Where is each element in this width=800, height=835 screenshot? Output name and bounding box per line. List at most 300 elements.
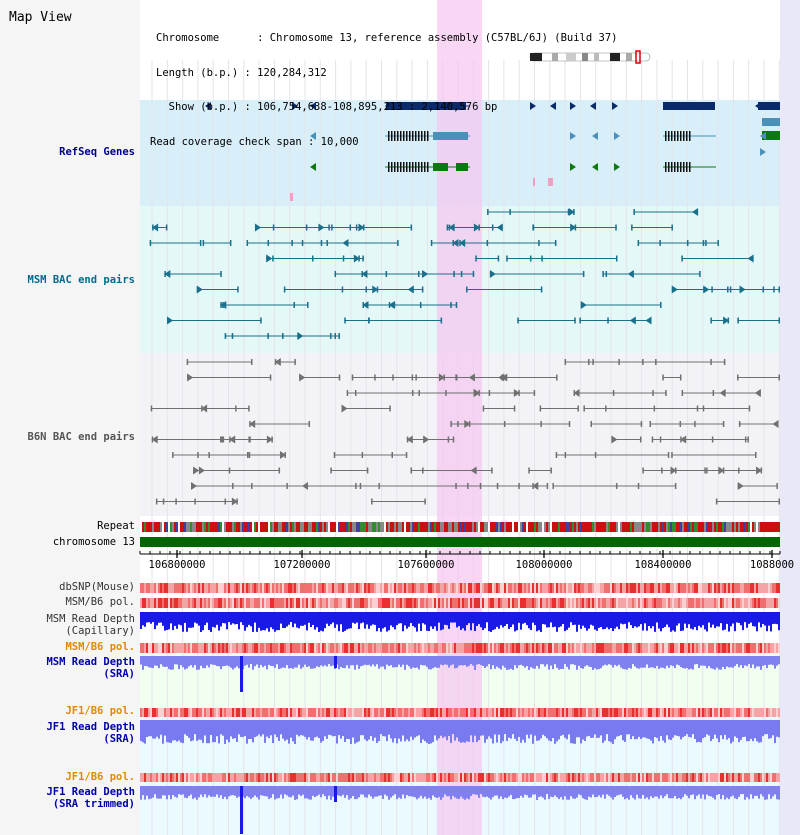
msm-b6-pol-strip (152, 598, 154, 608)
jf1-b6-pol-strip-2 (326, 773, 328, 782)
jf1-depth-trim-bar (628, 786, 630, 800)
jf1-b6-pol-strip-2 (316, 773, 318, 782)
track-label-refseq[interactable]: RefSeq Genes (59, 146, 135, 158)
jf1-b6-pol-strip-2 (330, 773, 332, 782)
jf1-depth-trim-bar (610, 786, 612, 797)
msm-depth-sra-bar (268, 656, 270, 665)
msm-b6-pol-strip (572, 598, 574, 608)
jf1-depth-sra-bar (230, 720, 232, 736)
msm-b6-pol-strip-2 (576, 643, 578, 653)
msm-b6-pol-strip-2 (270, 643, 272, 653)
msm-b6-pol-strip (564, 598, 566, 608)
jf1-depth-sra-bar (220, 720, 222, 734)
msm-bac-pair-end (273, 225, 275, 231)
jf1-b6-pol-strip (662, 708, 664, 717)
jf1-b6-pol-strip-2 (348, 773, 350, 782)
dbsnp-strip (396, 583, 398, 593)
msm-depth-cap-bar (206, 612, 208, 623)
repeat-segment (568, 522, 570, 532)
msm-depth-sra-bar (380, 656, 382, 667)
dbsnp-strip (310, 583, 312, 593)
b6n-bac-pair-end (682, 390, 684, 396)
repeat-segment (602, 522, 604, 532)
msm-depth-sra-bar (210, 656, 212, 664)
jf1-depth-trim-bar (592, 786, 594, 795)
jf1-depth-sra-bar (330, 720, 332, 735)
jf1-depth-sra-bar (710, 720, 712, 741)
msm-b6-pol-strip-2 (228, 643, 230, 653)
b6n-bac-pair-end (412, 390, 414, 396)
jf1-b6-pol-strip-2 (288, 773, 290, 782)
jf1-b6-pol-strip (778, 708, 780, 717)
msm-b6-pol-strip-2 (282, 643, 284, 653)
dbsnp-strip (658, 583, 660, 593)
msm-b6-pol-strip (666, 598, 668, 608)
b6n-bac-pair-end (540, 406, 542, 412)
msm-b6-pol-strip-2 (212, 643, 214, 653)
jf1-depth-trim-bar (258, 786, 260, 800)
msm-depth-cap-bar (694, 612, 696, 627)
msm-depth-cap-bar (666, 612, 668, 625)
jf1-depth-trim-bar (664, 786, 666, 796)
msm-b6-pol-strip-2 (422, 643, 424, 653)
msm-depth-cap-bar (502, 612, 504, 627)
track-label-msm-b6-pol-1[interactable]: MSM/B6 pol. (65, 596, 135, 608)
jf1-b6-pol-strip (774, 708, 776, 717)
jf1-depth-sra-bar (744, 720, 746, 737)
jf1-b6-pol-strip-2 (598, 773, 600, 782)
repeat-segment (484, 522, 486, 532)
msm-depth-sra-bar (758, 656, 760, 666)
jf1-b6-pol-strip (630, 708, 632, 717)
msm-depth-cap-bar (212, 612, 214, 627)
track-label-dbsnp[interactable]: dbSNP(Mouse) (59, 581, 135, 593)
msm-depth-cap-bar (256, 612, 258, 632)
repeat-segment (222, 522, 224, 532)
msm-b6-pol-strip-2 (150, 643, 152, 653)
dbsnp-strip (536, 583, 538, 593)
dbsnp-strip (684, 583, 686, 593)
repeat-segment (434, 522, 436, 532)
msm-depth-cap-bar (190, 612, 192, 628)
dbsnp-strip (588, 583, 590, 593)
repeat-segment (424, 522, 426, 532)
repeat-segment (402, 522, 404, 532)
jf1-depth-trim-bar (426, 786, 428, 799)
jf1-b6-pol-strip (642, 708, 644, 717)
msm-b6-pol-strip (440, 598, 442, 608)
track-label-msm-depth-cap[interactable]: MSM Read Depth (46, 613, 135, 625)
jf1-b6-pol-strip-2 (168, 773, 170, 782)
repeat-segment (676, 522, 678, 532)
jf1-b6-pol-strip-2 (642, 773, 644, 782)
repeat-segment (696, 522, 698, 532)
msm-b6-pol-strip (668, 598, 670, 608)
dbsnp-strip (480, 583, 482, 593)
dbsnp-strip (498, 583, 500, 593)
repeat-segment (514, 522, 516, 532)
jf1-b6-pol-strip-2 (258, 773, 260, 782)
repeat-segment (156, 522, 158, 532)
jf1-depth-sra-bar (326, 720, 328, 739)
jf1-depth-trim-bar (152, 786, 154, 798)
jf1-depth-trim-bar (340, 786, 342, 796)
msm-b6-pol-strip (580, 598, 582, 608)
jf1-depth-trim-bar (536, 786, 538, 800)
dbsnp-strip (366, 583, 368, 593)
b6n-bac-pair-end (225, 499, 227, 505)
axis-tick-label: 108000000 (515, 559, 573, 571)
msm-b6-pol-strip (644, 598, 646, 608)
msm-depth-cap-bar (320, 612, 322, 631)
jf1-b6-pol-strip-2 (252, 773, 254, 782)
msm-b6-pol-strip (778, 598, 780, 608)
jf1-b6-pol-strip (306, 708, 308, 717)
jf1-depth-sra-bar (760, 720, 762, 742)
msm-b6-pol-strip (578, 598, 580, 608)
b6n-bac-pair-end (374, 375, 376, 381)
msm-depth-sra-bar (364, 656, 366, 665)
dbsnp-strip (472, 583, 474, 593)
msm-b6-pol-strip-2 (462, 643, 464, 653)
repeat-segment (204, 522, 206, 532)
msm-depth-cap-bar (690, 612, 692, 629)
msm-b6-pol-strip (672, 598, 674, 608)
dbsnp-strip (702, 583, 704, 593)
jf1-b6-pol-strip-2 (230, 773, 232, 782)
jf1-b6-pol-strip (776, 708, 778, 717)
track-label-msm-bac[interactable]: MSM BAC end pairs (27, 274, 135, 286)
dbsnp-strip (322, 583, 324, 593)
jf1-depth-sra-bar (318, 720, 320, 738)
dbsnp-strip (748, 583, 750, 593)
jf1-b6-pol-strip (346, 708, 348, 717)
jf1-depth-trim-bar (686, 786, 688, 796)
msm-depth-sra-bar (744, 656, 746, 665)
jf1-b6-pol-strip (294, 708, 296, 717)
repeat-segment (536, 522, 538, 532)
repeat-segment (504, 522, 506, 532)
jf1-b6-pol-strip (710, 708, 712, 717)
jf1-b6-pol-strip-2 (772, 773, 774, 782)
jf1-b6-pol-strip-2 (564, 773, 566, 782)
repeat-segment (194, 522, 196, 532)
jf1-depth-trim-bar (306, 786, 308, 798)
msm-b6-pol-strip (274, 598, 276, 608)
jf1-depth-trim-bar (682, 786, 684, 797)
msm-depth-sra-bar (556, 656, 558, 668)
jf1-depth-sra-bar (276, 720, 278, 737)
track-label-msm-b6-pol-2[interactable]: MSM/B6 pol. (65, 641, 135, 653)
b6n-bac-pair-end (279, 468, 281, 474)
jf1-b6-pol-strip (186, 708, 188, 717)
jf1-b6-pol-strip-2 (662, 773, 664, 782)
msm-b6-pol-strip (466, 598, 468, 608)
jf1-depth-trim-bar (438, 786, 440, 797)
jf1-depth-trim-bar (294, 786, 296, 800)
dbsnp-strip (294, 583, 296, 593)
track-label-jf1-b6-pol-1[interactable]: JF1/B6 pol. (65, 705, 135, 717)
jf1-b6-pol-strip (252, 708, 254, 717)
msm-depth-cap-bar (638, 612, 640, 626)
msm-depth-sra-bar (736, 656, 738, 664)
dbsnp-strip (762, 583, 764, 593)
jf1-b6-pol-strip-2 (734, 773, 736, 782)
dbsnp-strip (342, 583, 344, 593)
msm-depth-sra-bar (280, 656, 282, 668)
track-label-repeat[interactable]: Repeat (97, 520, 135, 532)
jf1-b6-pol-strip (160, 708, 162, 717)
jf1-depth-sra-bar (650, 720, 652, 740)
jf1-depth-sra-bar (606, 720, 608, 734)
msm-b6-pol-strip-2 (676, 643, 678, 653)
jf1-b6-pol-strip (222, 708, 224, 717)
jf1-b6-pol-strip-2 (356, 773, 358, 782)
jf1-b6-pol-strip (424, 708, 426, 717)
dbsnp-strip (452, 583, 454, 593)
msm-depth-cap-bar (428, 612, 430, 631)
jf1-depth-sra-bar (166, 720, 168, 742)
repeat-segment (356, 522, 358, 532)
msm-depth-cap-bar (736, 612, 738, 622)
jf1-b6-pol-strip-2 (292, 773, 294, 782)
msm-b6-pol-strip (522, 598, 524, 608)
jf1-b6-pol-strip-2 (338, 773, 340, 782)
msm-depth-cap-bar (698, 612, 700, 626)
msm-depth-cap-bar (620, 612, 622, 624)
jf1-depth-trim-bar (198, 786, 200, 797)
jf1-depth-trim-bar (420, 786, 422, 796)
msm-depth-cap-bar (314, 612, 316, 630)
track-label-jf1-depth-sra[interactable]: JF1 Read Depth (46, 721, 135, 733)
msm-b6-pol-strip-2 (252, 643, 254, 653)
jf1-b6-pol-strip-2 (582, 773, 584, 782)
msm-depth-sra-bar (534, 656, 536, 669)
jf1-depth-trim-bar (528, 786, 530, 798)
dbsnp-strip (732, 583, 734, 593)
jf1-depth-trim-bar (522, 786, 524, 798)
msm-b6-pol-strip (718, 598, 720, 608)
msm-b6-pol-strip-2 (174, 643, 176, 653)
b6n-bac-pair-end (172, 452, 174, 458)
msm-depth-sra-bar (350, 656, 352, 665)
jf1-depth-trim-bar (496, 786, 498, 795)
track-label-jf1-depth-trim[interactable]: JF1 Read Depth (46, 786, 135, 798)
dbsnp-strip (760, 583, 762, 593)
jf1-depth-sra-bar (362, 720, 364, 735)
msm-depth-cap-bar (582, 612, 584, 626)
jf1-depth-sra-bar (236, 720, 238, 742)
dbsnp-strip (404, 583, 406, 593)
msm-depth-cap-bar (244, 612, 246, 631)
msm-b6-pol-strip (292, 598, 294, 608)
dbsnp-strip (166, 583, 168, 593)
repeat-segment (288, 522, 290, 532)
jf1-depth-trim-bar (462, 786, 464, 799)
msm-b6-pol-strip-2 (596, 643, 598, 653)
jf1-depth-trim-bar (322, 786, 324, 794)
msm-b6-pol-strip (510, 598, 512, 608)
jf1-b6-pol-strip-2 (750, 773, 752, 782)
msm-b6-pol-strip (392, 598, 394, 608)
jf1-b6-pol-strip-2 (676, 773, 678, 782)
msm-depth-cap-bar (730, 612, 732, 626)
msm-depth-cap-bar (360, 612, 362, 623)
b6n-bac-pair-end (352, 375, 354, 381)
msm-b6-pol-strip (216, 598, 218, 608)
jf1-b6-pol-strip (672, 708, 674, 717)
jf1-depth-trim-bar (756, 786, 758, 796)
msm-depth-sra-bar (536, 656, 538, 666)
track-label-msm-depth-sra[interactable]: MSM Read Depth (46, 656, 135, 668)
msm-b6-pol-strip-2 (746, 643, 748, 653)
b6n-bac-pair-end (330, 468, 332, 474)
msm-b6-pol-strip (200, 598, 202, 608)
repeat-segment (444, 522, 446, 532)
msm-depth-cap-bar (740, 612, 742, 625)
jf1-b6-pol-strip (758, 708, 760, 717)
msm-depth-cap-bar (504, 612, 506, 626)
dbsnp-strip (710, 583, 712, 593)
jf1-depth-trim-bar (246, 786, 248, 796)
msm-b6-pol-strip-2 (280, 643, 282, 653)
track-label-chromosome[interactable]: chromosome 13 (52, 536, 135, 548)
msm-depth-cap-bar (758, 612, 760, 622)
msm-depth-sra-bar (300, 656, 302, 669)
msm-depth-sra-bar (700, 656, 702, 666)
msm-b6-pol-strip-2 (446, 643, 448, 653)
msm-b6-pol-strip (468, 598, 470, 608)
repeat-segment (234, 522, 236, 532)
jf1-depth-sra-bar (532, 720, 534, 744)
msm-b6-pol-strip-2 (418, 643, 420, 653)
msm-b6-pol-strip-2 (474, 643, 476, 653)
msm-b6-pol-strip (148, 598, 150, 608)
jf1-b6-pol-strip (708, 708, 710, 717)
jf1-depth-trim-bar (236, 786, 238, 798)
jf1-b6-pol-strip (234, 708, 236, 717)
msm-b6-pol-strip (252, 598, 254, 608)
repeat-segment (268, 522, 270, 532)
jf1-b6-pol-strip (312, 708, 314, 717)
jf1-depth-trim-bar (770, 786, 772, 799)
jf1-b6-pol-strip (496, 708, 498, 717)
jf1-depth-sra-bar (344, 720, 346, 742)
jf1-b6-pol-strip (342, 708, 344, 717)
msm-b6-pol-strip (560, 598, 562, 608)
jf1-depth-trim-bar (764, 786, 766, 800)
msm-depth-cap-bar (348, 612, 350, 629)
jf1-depth-trim-bar (716, 786, 718, 795)
dbsnp-strip (646, 583, 648, 593)
jf1-depth-sra-bar (602, 720, 604, 743)
jf1-depth-sra-bar (282, 720, 284, 739)
jf1-depth-trim-bar (224, 786, 226, 797)
dbsnp-strip (324, 583, 326, 593)
msm-depth-sra-bar (616, 656, 618, 666)
dbsnp-strip (424, 583, 426, 593)
jf1-b6-pol-strip-2 (452, 773, 454, 782)
msm-b6-pol-strip (288, 598, 290, 608)
jf1-b6-pol-strip-2 (592, 773, 594, 782)
jf1-b6-pol-strip (292, 708, 294, 717)
dbsnp-strip (706, 583, 708, 593)
jf1-b6-pol-strip-2 (266, 773, 268, 782)
jf1-b6-pol-strip-2 (328, 773, 330, 782)
jf1-depth-sra-bar (740, 720, 742, 740)
jf1-b6-pol-strip-2 (170, 773, 172, 782)
jf1-b6-pol-strip (356, 708, 358, 717)
msm-depth-cap-bar (304, 612, 306, 625)
dbsnp-strip (526, 583, 528, 593)
msm-b6-pol-strip (426, 598, 428, 608)
jf1-b6-pol-strip (492, 708, 494, 717)
dbsnp-strip (546, 583, 548, 593)
jf1-b6-pol-strip (724, 708, 726, 717)
msm-depth-sra-bar (324, 656, 326, 665)
dbsnp-strip (694, 583, 696, 593)
repeat-segment (254, 522, 256, 532)
msm-depth-sra-bar (748, 656, 750, 664)
repeat-segment (546, 522, 548, 532)
msm-b6-pol-strip (340, 598, 342, 608)
msm-depth-cap-bar (142, 612, 144, 625)
jf1-b6-pol-strip (518, 708, 520, 717)
jf1-b6-pol-strip-2 (760, 773, 762, 782)
dbsnp-strip (254, 583, 256, 593)
msm-depth-cap-bar (778, 612, 780, 630)
dbsnp-strip (158, 583, 160, 593)
jf1-b6-pol-strip (242, 708, 244, 717)
msm-b6-pol-strip-2 (778, 643, 780, 653)
jf1-b6-pol-strip-2 (558, 773, 560, 782)
msm-b6-pol-strip-2 (254, 643, 256, 653)
msm-depth-sra-bar (158, 656, 160, 668)
msm-b6-pol-strip-2 (202, 643, 204, 653)
jf1-depth-sra-bar (778, 720, 780, 737)
msm-b6-pol-strip-2 (732, 643, 734, 653)
dbsnp-strip (500, 583, 502, 593)
dbsnp-strip (364, 583, 366, 593)
jf1-b6-pol-strip-2 (594, 773, 596, 782)
jf1-depth-trim-bar (214, 786, 216, 797)
msm-b6-pol-strip (554, 598, 556, 608)
msm-depth-cap-bar (722, 612, 724, 630)
msm-b6-pol-strip (636, 598, 638, 608)
track-label-jf1-b6-pol-2[interactable]: JF1/B6 pol. (65, 771, 135, 783)
repeat-segment (760, 522, 762, 532)
msm-depth-sra-bar (774, 656, 776, 669)
jf1-b6-pol-strip (474, 708, 476, 717)
msm-depth-cap-bar (158, 612, 160, 623)
msm-b6-pol-strip (498, 598, 500, 608)
jf1-depth-sra-bar (338, 720, 340, 735)
jf1-depth-trim-bar (326, 786, 328, 799)
jf1-b6-pol-strip (528, 708, 530, 717)
jf1-b6-pol-strip-2 (476, 773, 478, 782)
jf1-depth-trim-bar (454, 786, 456, 797)
msm-bac-pair-end (247, 240, 249, 246)
jf1-depth-trim-bar (430, 786, 432, 800)
jf1-depth-sra-bar (366, 720, 368, 741)
track-label-b6n-bac[interactable]: B6N BAC end pairs (27, 431, 135, 443)
dbsnp-strip (550, 583, 552, 593)
msm-depth-sra-bar (560, 656, 562, 669)
jf1-b6-pol-strip (750, 708, 752, 717)
jf1-b6-pol-strip (434, 708, 436, 717)
dbsnp-strip (388, 583, 390, 593)
msm-b6-pol-strip (746, 598, 748, 608)
